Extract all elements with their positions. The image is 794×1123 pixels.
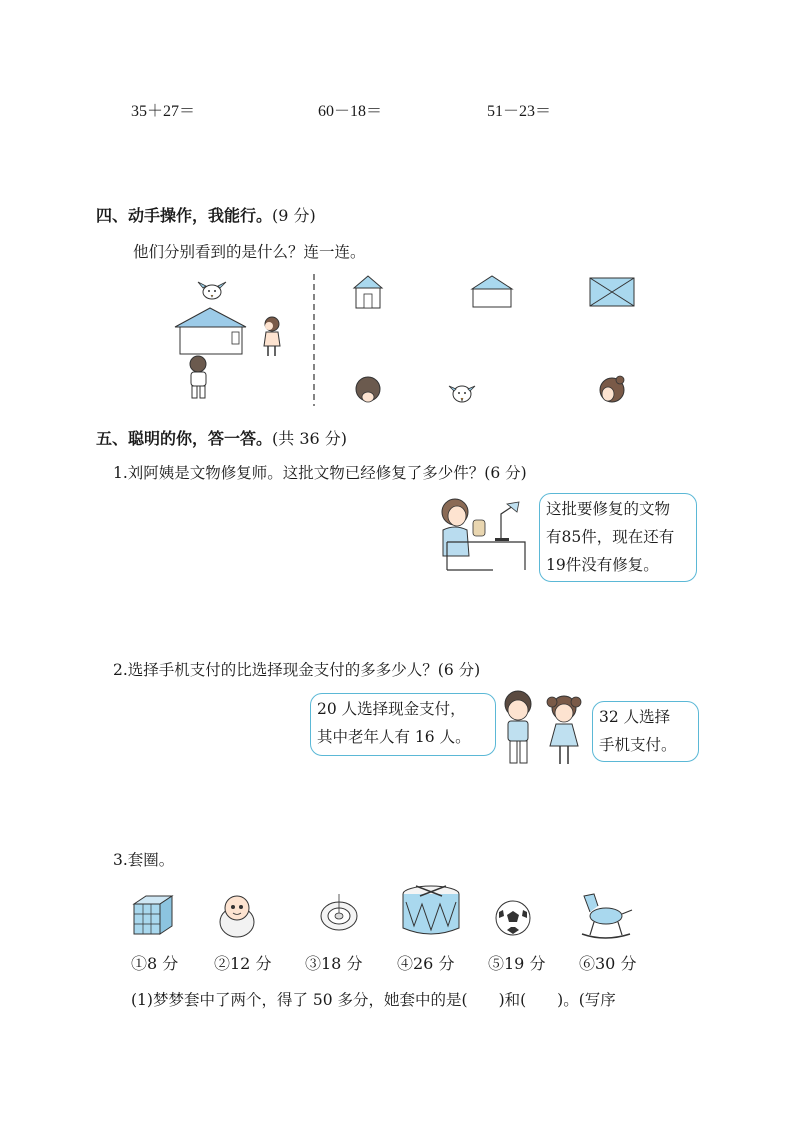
rubik-cube-icon [130, 894, 174, 938]
girl-face-icon [597, 375, 627, 407]
q2-bubble-line: 手机支付。 [599, 736, 677, 754]
section5-points: (共 36 分) [272, 429, 348, 448]
boy-face-icon [354, 375, 382, 407]
dashed-divider [312, 274, 316, 406]
q2-bubble-line: 32 人选择 [599, 708, 671, 726]
question-2-text: 2.选择手机支付的比选择现金支付的多多少人？(6 分) [113, 661, 481, 679]
restorer-illustration [433, 494, 533, 576]
q2-bubble-line: 其中老年人有 16 人。 [317, 728, 471, 746]
drum-icon [400, 882, 462, 940]
equation-3: 51－23＝ [487, 103, 552, 120]
q2-right-speech-bubble [592, 701, 699, 762]
q1-bubble-line: 19件没有修复。 [546, 556, 659, 574]
house-scene-illustration [160, 272, 300, 412]
robot-toy-icon [213, 892, 261, 940]
option-4-label: ④26 分 [397, 954, 455, 973]
q2-left-speech-bubble [310, 693, 496, 756]
view-house-side-icon [470, 274, 514, 310]
q1-speech-bubble [539, 493, 697, 582]
option-6-label: ⑥30 分 [579, 954, 637, 973]
girl-side-figure [264, 317, 280, 356]
section4-title: 四、动手操作，我能行。 [96, 206, 273, 225]
question-3-sub-1: (1)梦梦套中了两个，得了 50 多分，她套中的是( )和( )。(写序 [131, 991, 616, 1009]
equation-2: 60－18＝ [318, 103, 383, 120]
view-house-front-icon [352, 274, 384, 310]
section5-heading [96, 426, 347, 449]
question-3-text: 3.套圈。 [113, 851, 175, 869]
option-5-label: ⑤19 分 [488, 954, 546, 973]
rocking-horse-icon [574, 890, 636, 940]
house-icon [175, 308, 246, 354]
option-3-label: ③18 分 [305, 954, 363, 973]
section4-instruction: 他们分别看到的是什么？连一连。 [133, 243, 366, 261]
section4-points: (9 分) [272, 206, 316, 225]
soccer-ball-icon [493, 898, 533, 938]
option-2-label: ②12 分 [214, 954, 272, 973]
q1-bubble-line: 有85件，现在还有 [546, 528, 675, 546]
section4-heading [96, 203, 316, 226]
q1-bubble-line: 这批要修复的文物 [546, 500, 671, 518]
boy-back-figure [190, 356, 206, 398]
boy-and-girl-illustration [498, 688, 594, 772]
equation-1: 35＋27＝ [131, 103, 196, 120]
q2-bubble-line: 20 人选择现金支付， [317, 700, 466, 718]
option-1-label: ①8 分 [131, 954, 179, 973]
view-house-top-icon [589, 277, 635, 307]
bird-face-icon [448, 380, 476, 406]
question-1-text: 1.刘阿姨是文物修复师。这批文物已经修复了多少件？(6 分) [113, 464, 527, 482]
yoyo-icon [315, 892, 363, 940]
bird-icon [198, 282, 226, 299]
section5-title: 五、聪明的你，答一答。 [96, 429, 273, 448]
